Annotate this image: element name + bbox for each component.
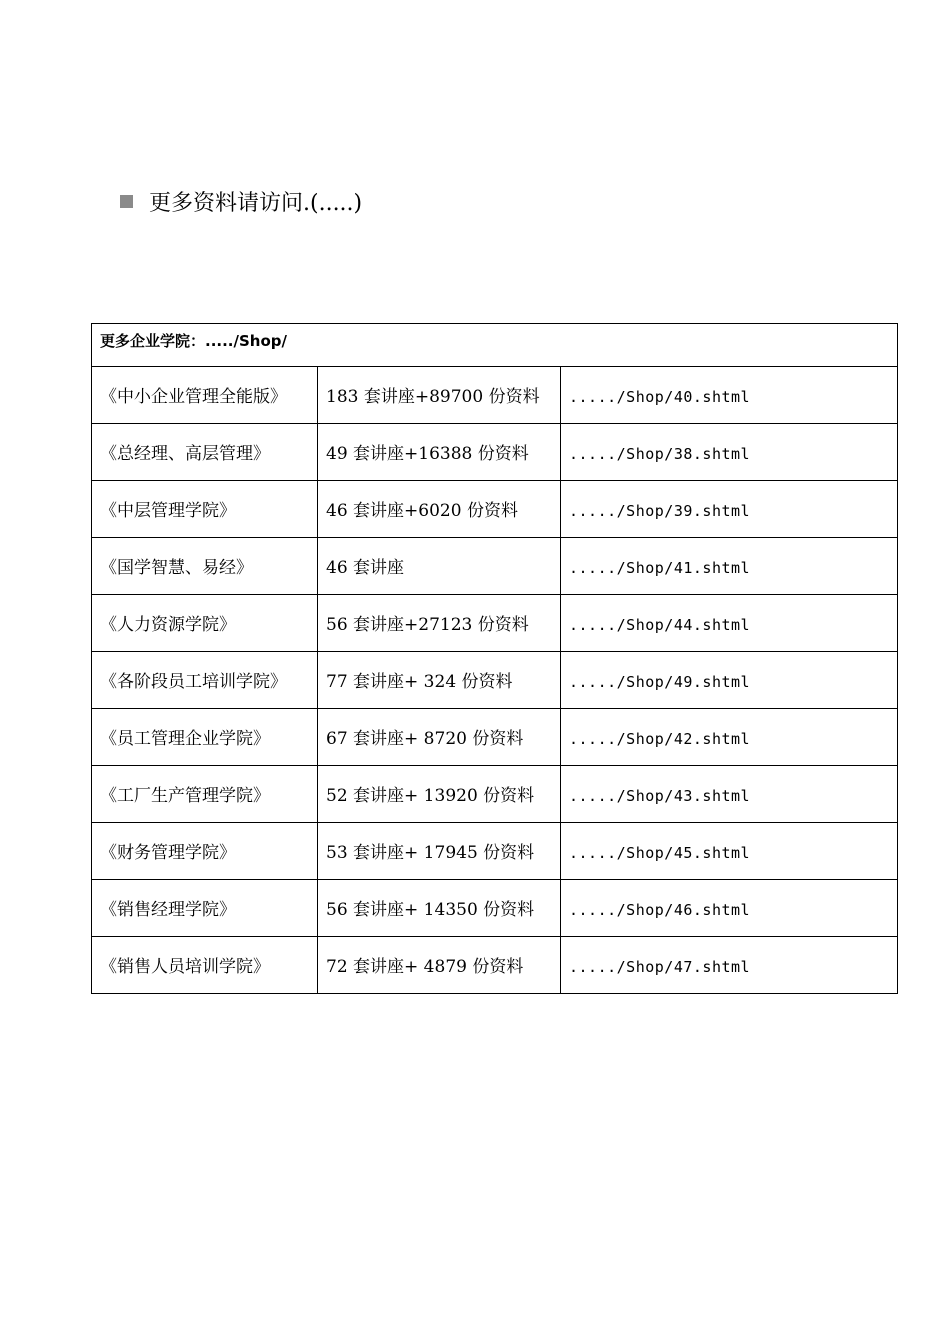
course-name-cell: 《总经理、高层管理》 [92,424,318,481]
course-link-cell[interactable]: ...../Shop/42.shtml [561,709,898,766]
table-row [92,367,898,424]
bullet-line [120,184,362,218]
table-row [92,766,898,823]
course-content-cell: 52 套讲座+ 13920 份资料 [318,766,561,823]
course-name-cell: 《财务管理学院》 [92,823,318,880]
course-link-cell[interactable]: ...../Shop/41.shtml [561,538,898,595]
course-link-cell[interactable]: ...../Shop/47.shtml [561,937,898,994]
course-content-cell: 77 套讲座+ 324 份资料 [318,652,561,709]
course-link-cell[interactable]: ...../Shop/49.shtml [561,652,898,709]
course-name-cell: 《人力资源学院》 [92,595,318,652]
table-row [92,538,898,595]
course-link-cell[interactable]: ...../Shop/44.shtml [561,595,898,652]
catalog-table [91,323,898,994]
course-name-cell: 《销售人员培训学院》 [92,937,318,994]
table-row [92,595,898,652]
course-content-cell: 72 套讲座+ 4879 份资料 [318,937,561,994]
course-link-cell[interactable]: ...../Shop/46.shtml [561,880,898,937]
table-row [92,652,898,709]
course-link-cell[interactable]: ...../Shop/38.shtml [561,424,898,481]
course-content-cell: 67 套讲座+ 8720 份资料 [318,709,561,766]
course-name-cell: 《员工管理企业学院》 [92,709,318,766]
course-name-cell: 《国学智慧、易经》 [92,538,318,595]
table-row [92,424,898,481]
course-link-cell[interactable]: ...../Shop/45.shtml [561,823,898,880]
course-content-cell: 53 套讲座+ 17945 份资料 [318,823,561,880]
table-row [92,823,898,880]
course-name-cell: 《销售经理学院》 [92,880,318,937]
course-content-cell: 46 套讲座 [318,538,561,595]
table-row [92,880,898,937]
course-content-cell: 49 套讲座+16388 份资料 [318,424,561,481]
course-link-cell[interactable]: ...../Shop/43.shtml [561,766,898,823]
course-content-cell: 183 套讲座+89700 份资料 [318,367,561,424]
course-name-cell: 《中层管理学院》 [92,481,318,538]
course-content-cell: 56 套讲座+ 14350 份资料 [318,880,561,937]
course-content-cell: 46 套讲座+6020 份资料 [318,481,561,538]
course-content-cell: 56 套讲座+27123 份资料 [318,595,561,652]
course-link-cell[interactable]: ...../Shop/40.shtml [561,367,898,424]
table-header-row [92,324,898,367]
course-name-cell: 《各阶段员工培训学院》 [92,652,318,709]
table-header[interactable]: 更多企业学院：...../Shop/ [92,324,898,367]
table-row [92,937,898,994]
table-row [92,709,898,766]
course-name-cell: 《工厂生产管理学院》 [92,766,318,823]
bullet-text[interactable]: 更多资料请访问.(.....) [149,190,363,216]
course-name-cell: 《中小企业管理全能版》 [92,367,318,424]
square-bullet-icon [120,195,133,208]
table-row [92,481,898,538]
course-link-cell[interactable]: ...../Shop/39.shtml [561,481,898,538]
